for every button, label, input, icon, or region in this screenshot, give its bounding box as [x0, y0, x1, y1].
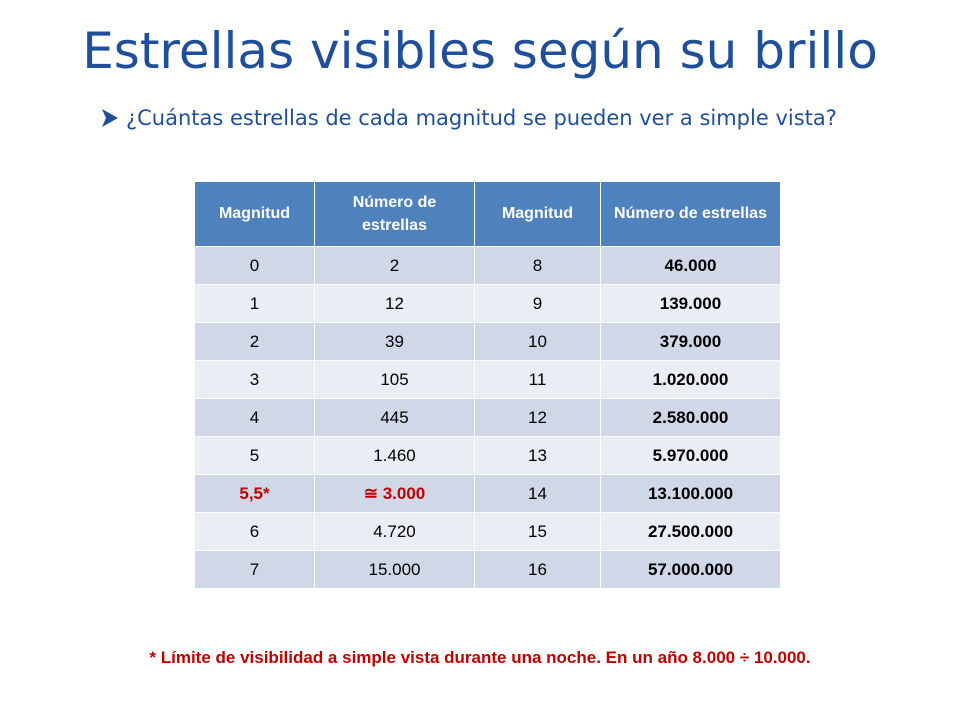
star-magnitude-table: [194, 181, 781, 589]
star-count-cell: 57.000.000: [601, 551, 781, 589]
magnitude-cell: 12: [475, 399, 601, 437]
subtitle-bullet: [100, 106, 837, 130]
star-count-cell: 13.100.000: [601, 475, 781, 513]
arrow-bullet-icon: [100, 107, 120, 129]
magnitude-cell-highlight: 5,5*: [195, 475, 315, 513]
magnitude-cell: 15: [475, 513, 601, 551]
header-numero-1: Número de estrellas: [315, 182, 475, 247]
star-count-cell: 15.000: [315, 551, 475, 589]
magnitude-cell: 14: [475, 475, 601, 513]
star-count-cell: 2.580.000: [601, 399, 781, 437]
header-numero-2: Número de estrellas: [601, 182, 781, 247]
magnitude-cell: 7: [195, 551, 315, 589]
magnitude-cell: 16: [475, 551, 601, 589]
header-magnitud-2: Magnitud: [475, 182, 601, 247]
table-row: [195, 513, 781, 551]
star-count-cell: 105: [315, 361, 475, 399]
table-row: [195, 399, 781, 437]
star-count-cell: 12: [315, 285, 475, 323]
magnitude-cell: 8: [475, 247, 601, 285]
star-count-cell: 1.020.000: [601, 361, 781, 399]
table-row: [195, 323, 781, 361]
star-count-cell: 2: [315, 247, 475, 285]
table-row: [195, 361, 781, 399]
magnitude-cell: 10: [475, 323, 601, 361]
subtitle-text: ¿Cuántas estrellas de cada magnitud se pueden ver a simple vista?: [126, 106, 837, 130]
star-count-cell: 39: [315, 323, 475, 361]
star-count-cell: 445: [315, 399, 475, 437]
header-magnitud-1: Magnitud: [195, 182, 315, 247]
table-row: [195, 551, 781, 589]
star-count-cell: 46.000: [601, 247, 781, 285]
magnitude-cell: 11: [475, 361, 601, 399]
magnitude-cell: 1: [195, 285, 315, 323]
table-row: [195, 247, 781, 285]
visibility-footnote: * Límite de visibilidad a simple vista durante una noche. En un año 8.000 ÷ 10.000.: [149, 648, 811, 667]
magnitude-cell: 2: [195, 323, 315, 361]
star-count-cell: 1.460: [315, 437, 475, 475]
page-title: Estrellas visibles según su brillo: [82, 22, 878, 80]
star-count-cell: 27.500.000: [601, 513, 781, 551]
star-count-cell: 139.000: [601, 285, 781, 323]
magnitude-cell: 13: [475, 437, 601, 475]
magnitude-cell: 3: [195, 361, 315, 399]
magnitude-cell: 5: [195, 437, 315, 475]
star-count-cell: 4.720: [315, 513, 475, 551]
star-count-cell-highlight: ≅ 3.000: [315, 475, 475, 513]
star-count-cell: 5.970.000: [601, 437, 781, 475]
star-count-cell: 379.000: [601, 323, 781, 361]
table-header-row: [195, 182, 781, 247]
table-row: [195, 285, 781, 323]
table-row-visibility-limit: [195, 475, 781, 513]
table-row: [195, 437, 781, 475]
magnitude-cell: 0: [195, 247, 315, 285]
magnitude-cell: 4: [195, 399, 315, 437]
magnitude-cell: 6: [195, 513, 315, 551]
magnitude-cell: 9: [475, 285, 601, 323]
